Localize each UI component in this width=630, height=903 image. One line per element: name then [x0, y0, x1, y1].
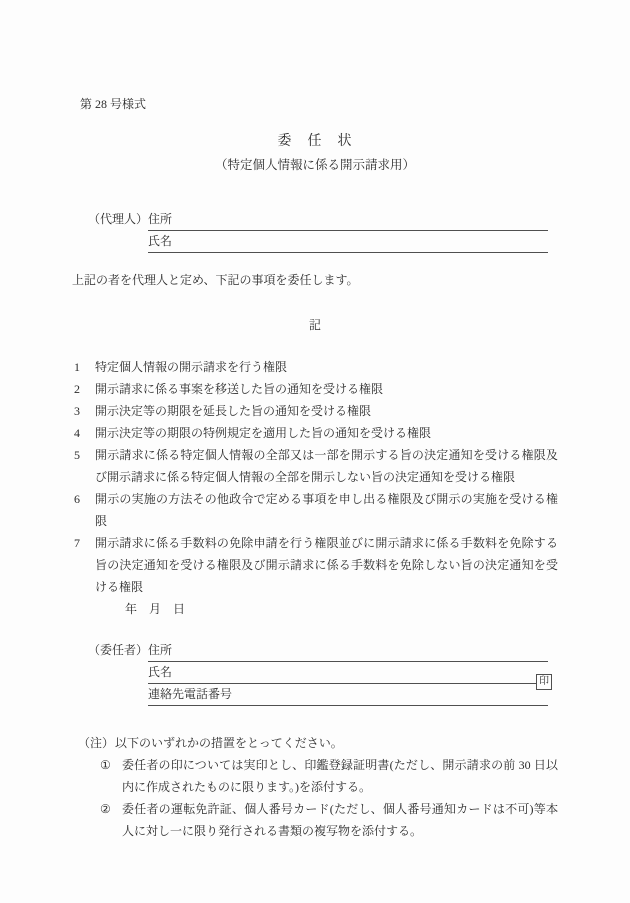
principal-phone-field — [148, 684, 548, 706]
note-item-text: 委任者の運転免許証、個人番号カード(ただし、個人番号通知カードは不可)等本人に対し一に限り発行される書類の複写物を添付する。 — [122, 802, 558, 838]
item-text: 特定個人情報の開示請求を行う権限 — [95, 360, 288, 374]
item-text: 開示請求に係る事案を移送した旨の通知を受ける権限 — [95, 382, 384, 396]
principal-phone-label: 連絡先電話番号 — [148, 687, 233, 701]
item-number: 3 — [74, 404, 80, 418]
item-text: 開示の実施の方法その他政令で定める事項を申し出る権限及び開示の実施を受ける権限 — [95, 492, 558, 528]
notes-list — [100, 754, 558, 842]
agent-label-spacer — [88, 231, 148, 253]
principal-name-field — [148, 662, 549, 687]
principal-address-row — [72, 640, 558, 662]
list-item — [72, 422, 558, 444]
agent-address-field — [148, 209, 548, 231]
item-number: 2 — [74, 382, 80, 396]
list-item — [72, 400, 558, 422]
document-title: 委 任 状 — [277, 134, 353, 149]
delegated-powers-list — [72, 356, 558, 598]
note-item — [100, 798, 558, 842]
item-text: 開示請求に係る手数料の免除申請を行う権限並びに開示請求に係る手数料を免除する旨の決定通知を受ける権限及び開示請求に係る手数料を免除しない旨の決定通知を受ける権限 — [95, 536, 558, 594]
agent-name-label: 氏名 — [148, 234, 173, 248]
item-number: 5 — [74, 448, 80, 462]
note-item-number: ② — [100, 802, 111, 816]
principal-section-label: （委任者） — [88, 643, 149, 657]
agent-name-row — [72, 231, 558, 253]
notes-header — [78, 732, 558, 754]
agent-name-field — [148, 231, 548, 253]
principal-section — [72, 640, 558, 706]
document-subtitle: （特定個人情報に係る開示請求用） — [214, 158, 415, 172]
section-heading-ki: 記 — [308, 318, 321, 332]
item-number: 7 — [74, 536, 80, 550]
principal-name-row — [72, 662, 558, 687]
principal-address-label: 住所 — [148, 643, 173, 657]
form-number: 第 28 号様式 — [80, 97, 147, 111]
agent-address-label: 住所 — [148, 212, 173, 226]
note-item-number: ① — [100, 758, 111, 772]
principal-address-field — [148, 640, 548, 662]
item-text: 開示請求に係る特定個人情報の全部又は一部を開示する旨の決定通知を受ける権限及び開示請求に係る特定個人情報の全部を開示しない旨の決定通知を受ける権限 — [95, 448, 558, 484]
principal-phone-row — [72, 684, 558, 706]
item-text: 開示決定等の期限の特例規定を適用した旨の通知を受ける権限 — [95, 426, 432, 440]
seal-stamp-box: 印 — [536, 674, 552, 690]
item-text: 開示決定等の期限を延長した旨の通知を受ける権限 — [95, 404, 372, 418]
item-number: 6 — [74, 492, 80, 506]
note-item-text: 委任者の印については実印とし、印鑑登録証明書(ただし、開示請求の前 30 日以内に作成されたものに限ります。)を添付する。 — [122, 758, 558, 794]
list-item — [72, 444, 558, 488]
list-item — [72, 532, 558, 598]
agent-section-label: （代理人） — [88, 212, 149, 226]
agent-address-row — [72, 209, 558, 231]
list-item — [72, 488, 558, 532]
notes-label: （注） — [78, 736, 115, 750]
date-line: 年 月 日 — [125, 602, 186, 616]
note-item — [100, 754, 558, 798]
list-item — [72, 356, 558, 378]
principal-label-spacer — [88, 684, 148, 706]
notes-intro: 以下のいずれかの措置をとってください。 — [115, 736, 343, 750]
agent-section — [72, 209, 558, 253]
item-number: 4 — [74, 426, 80, 440]
item-number: 1 — [74, 360, 80, 374]
notes-section — [72, 732, 558, 842]
principal-label-spacer — [88, 662, 148, 684]
list-item — [72, 378, 558, 400]
principal-name-label: 氏名 — [148, 665, 173, 679]
delegation-statement: 上記の者を代理人と定め、下記の事項を委任します。 — [72, 273, 359, 287]
